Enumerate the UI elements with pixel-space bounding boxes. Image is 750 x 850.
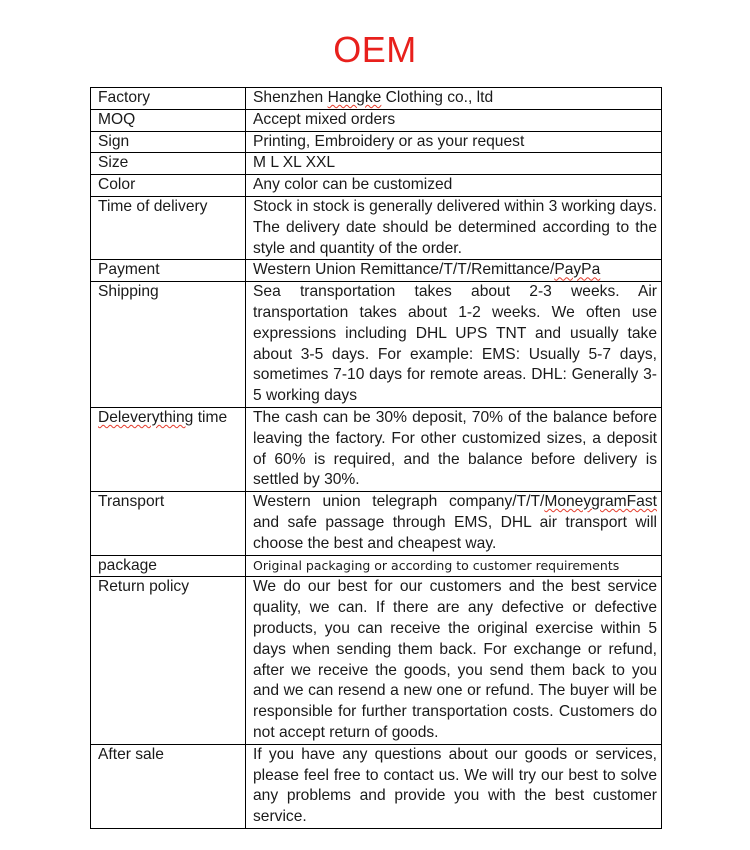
row-label-after-sale: After sale — [91, 744, 246, 828]
factory-name-suffix: Clothing co., ltd — [381, 89, 494, 106]
delivery-label-suffix: time — [193, 408, 228, 426]
table-row — [91, 555, 662, 577]
row-value-after-sale: If you have any questions about our goods or services, please feel free to contact us. We will try our best to solve any problems and provide you with the best customer service. — [246, 744, 662, 828]
table-row — [91, 282, 662, 408]
row-label-factory: Factory — [91, 88, 246, 110]
row-label-size: Size — [91, 153, 246, 175]
factory-name-spellcheck-word: Hangke — [327, 89, 382, 106]
table-row — [91, 260, 662, 282]
row-label-package: package — [91, 555, 246, 577]
table-row — [91, 131, 662, 153]
table-row — [91, 744, 662, 828]
delivery-label-spellcheck-word: Deleverything — [98, 408, 194, 426]
table-row — [91, 109, 662, 131]
row-value-moq: Accept mixed orders — [246, 109, 662, 131]
row-value-shipping: Sea transportation takes about 2-3 weeks. Air transportation takes about 1-2 weeks. We often use expressions including DHL UPS TNT and usually take about 3-5 days. For example: EMS: Usually 5-7 days, sometimes 7-10 days for remote areas. DHL: Generally 3-5 working days — [246, 282, 662, 408]
row-label-sign: Sign — [91, 131, 246, 153]
spec-table — [90, 87, 662, 829]
row-value-color: Any color can be customized — [246, 175, 662, 197]
row-value-payment — [246, 260, 662, 282]
row-label-return-policy: Return policy — [91, 577, 246, 744]
row-label-time-of-delivery: Time of delivery — [91, 196, 246, 259]
factory-name-prefix: Shenzhen — [253, 89, 328, 106]
payment-prefix: Western Union Remittance/T/T/Remittance/ — [253, 261, 555, 279]
table-row — [91, 492, 662, 555]
transport-spellcheck-word: MoneygramFast — [544, 493, 657, 511]
table-row — [91, 88, 662, 110]
row-value-package: Original packaging or according to customer requirements — [246, 555, 662, 577]
table-row — [91, 577, 662, 744]
row-value-delivery-time: The cash can be 30% deposit, 70% of the balance before leaving the factory. For other customized sizes, a deposit of 60% is required, and the balance before delivery is settled by 30%. — [246, 407, 662, 491]
row-value-transport — [246, 492, 662, 555]
row-value-sign: Printing, Embroidery or as your request — [246, 131, 662, 153]
row-value-size: M L XL XXL — [246, 153, 662, 175]
table-row — [91, 153, 662, 175]
row-value-factory — [246, 88, 662, 110]
row-label-moq: MOQ — [91, 109, 246, 131]
transport-prefix: Western union telegraph company/T/T/ — [253, 493, 545, 511]
table-row — [91, 196, 662, 259]
row-label-transport: Transport — [91, 492, 246, 555]
row-label-color: Color — [91, 175, 246, 197]
transport-suffix: and safe passage through EMS, DHL air transport will choose the best and cheapest way. — [253, 513, 657, 552]
row-label-delivery-time — [91, 407, 246, 491]
row-label-payment: Payment — [91, 260, 246, 282]
row-value-time-of-delivery: Stock in stock is generally delivered within 3 working days. The delivery date should be determined according to the style and quantity of the order. — [246, 196, 662, 259]
page-title: OEM — [333, 29, 417, 70]
payment-spellcheck-word: PayPa — [554, 261, 601, 279]
row-label-shipping: Shipping — [91, 282, 246, 408]
table-row — [91, 175, 662, 197]
row-value-return-policy: We do our best for our customers and the best service quality, we can. If there are any defective or defective products, you can receive the original exercise within 5 days when sending them back. For exchange or refund, after we receive the goods, you send them back to you and we can resend a new one or refund. The buyer will be responsible for further transportation costs. Customers do not accept return of goods. — [246, 577, 662, 744]
table-row — [91, 407, 662, 491]
